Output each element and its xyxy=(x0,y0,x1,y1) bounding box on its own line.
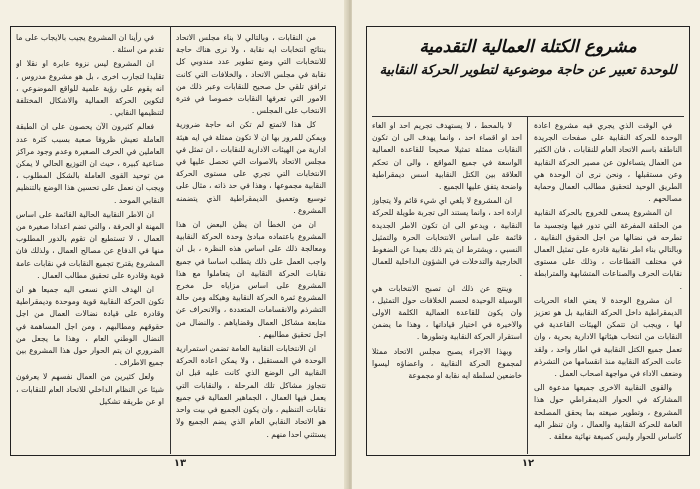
right-page-left-column xyxy=(372,120,522,450)
paragraph: ان الاطر النقابية الحالية القائمة على اساس المهنة او الحرفة ، والتي تضم اعدادا صغيرة من العمال ، لا تستطيع ان تقوم بالدور المطلوب منها في الدفاع عن مصالح العمال ، ولذلك فان المشروع يقترح تجميع النقابات في نقابات عامة قوية وقادرة على تحقيق مطالب العمال . xyxy=(16,209,164,280)
left-page xyxy=(0,0,348,489)
right-page xyxy=(352,0,700,489)
paragraph: ان مشروع الوحدة لا يعني الغاء الحريات الديمقراطية داخل الحركة النقابية بل هو تعزيز لها ، ويجب ان تتمكن الهيئات القاعدية في النقابات من انتخاب هيئاتها الادارية بحرية ، وان تعمل جميع الكتل النقابية في اطار واحد ، ولقد عانت الحركة النقابية منذ انقسامها من التشرذم وضعف الاداء في مواجهة اصحاب العمل . xyxy=(534,295,682,379)
paragraph: ان المشروع لا يلغي اي شيء قائم ولا يتجاوز ارادة احد ، وانما يستند الى تجربة طويلة للحركة النقابية ، ويدعو الى ان تكون الاطر الجديدة قائمة على اساس الانتخابات الحرة والتمثيل النسبي ، ويشترط ان يتم ذلك بعيدا عن الضغوط الخارجية والتدخلات في الشؤون الداخلية للعمال . xyxy=(372,196,522,279)
paragraph: ولعل كثيرين من العمال نفسهم لا يعرفون شيئا عن النظام الداخلي للاتحاد العام للنقابات ، او عن طريقة تشكيل xyxy=(16,372,164,406)
paragraph: ان الهدف الذي نسعى اليه جميعا هو ان تكون الحركة النقابية قوية وموحدة وديمقراطية وقادرة على قيادة نضالات العمال من اجل حقوقهم ومطالبهم ، ومن اجل المساهمة في النضال الوطني العام ، وهذا ما يجعل من الضروري ان يتم الحوار حول هذا المشروع بين جميع الاطراف . xyxy=(16,285,164,368)
right-page-right-column xyxy=(534,120,682,450)
paragraph: كل هذا لاتمتع لم تكن انه حاجة ضرورية ويمكن للمرور بها ان لا تكون ممثلة في ايه هيئة ادارية من الهيئات الادارية للنقابات ، ان تمثل في مجلس الاتحاد بالاصوات التي تحصل عليها في الانتخابات التي تجري على مستوى الحركة النقابية مجموعها ، وهذا في حد ذاته ، مثال على توسيع وتعميق الديمقراطية الذي يتضمنه المشروع . xyxy=(176,120,326,215)
paragraph: ان المشروع ليس نزوة عابرة او نقلا او تقليدا لتجارب اخرى ، بل هو مشروع مدروس ، انه يقوم على رؤية علمية للواقع الموضوعي ، لتكوين الحركة العمالية والاشكال المختلفة لتنظيمها النقابي . xyxy=(16,59,164,118)
article-title: مشروع الكتلة العمالية التقدمية xyxy=(419,37,637,57)
right-column-divider xyxy=(527,116,528,454)
page-number-left: ١٣ xyxy=(173,458,187,469)
page-number-right: ١٢ xyxy=(521,458,535,469)
paragraph: ان من الخطأ ان يظن البعض ان هذا المشروع باعتماده مبادئ وحدة الحركة النقابية ومعالجة ذلك على اساس هذه النظرة ، بل ان واجب العمل على ذلك يتطلب اساسا في جميع نقابات الحركة النقابية ان يتعاملوا مع هذا المشروع على اساس مزاياه حل مخرج المشروع ثمرة الحركة النقابية وهيكله ومن حالة التشرذم والانقسامات المتعددة ، والانحراف عن متابعة مشاكل العمال وقضاياهم . والنضال من اجل تحقيق مطالبهم . xyxy=(176,220,326,339)
paragraph: في الوقت الذي يجري فيه مشروع اعادة الوحدة للحركة النقابية على صفحات الجريدة الناطقة باسم الاتحاد العام للنقابات ، فان الكثير من العمال يتساءلون عن مصير الحركة النقابية وعن مستقبلها ، ونحن نرى ان الوحدة هي الطريق الوحيد لتحقيق مطالب العمال وحماية مصالحهم . xyxy=(534,121,682,204)
left-page-left-column xyxy=(16,32,164,450)
paragraph: في رأينا ان المشروع يجيب بالايجاب على ما تقدم من اسئلة . xyxy=(16,33,164,55)
paragraph: والقوى النقابية الاخرى جميعها مدعوة الى المشاركة في الحوار الديمقراطي حول هذا المشروع ، وتطوير صيغته بما يحقق المصلحة العامة للحركة النقابية والعمال ، وان تنظر اليه كاساس للحوار وليس كصيغة نهائية مغلقة . xyxy=(534,383,682,442)
paragraph: ان المشروع يسعى للخروج بالحركة النقابية من الحلقة المفرغة التي تدور فيها وتجسيد ما تطرحه في نضالها من اجل الحقوق النقابية ، وبالتالي بناء اطر نقابية قادرة على تمثيل العمال في مختلف القطاعات ، وذلك على مستوى نقابات الحرف والصناعات المتشابهة والمترابطة . xyxy=(534,208,682,291)
paragraph: من النقابات ، وبالتالي لا بناء مجلس الاتحاد بنتائج انتخابات ايه نقابة ، ولا نرى هناك حاجة للانتخابات التي وضع تطوير عدد مندوبي كل نقابة في مجلس الاتحاد ، والخلافات التي كانت ترافق تلقي حل صحيح للنقابات وعبر ذلك من الامور التي تعرفها النقابات خصوصا في فترة الانتخاب على المجلس . xyxy=(176,33,326,116)
paragraph: وبهذا الاجراء يصبح مجلس الاتحاد ممثلا لمجموع الحركة النقابية ، واعضاؤه ليسوا خاضعين لسلطة ايه نقابة او مجموعة xyxy=(372,346,522,381)
paragraph: ان الانتخابات النقابية العامة تضمن استمرارية الوحدة في المستقبل ، ولا يمكن اعادة الحركة النقابية الى الوضع الذي كانت عليه قبل ان نتجاوز مشاكل تلك المرحلة ، والنقابات التي يعمل فيها العمال ، الجماهير العمالية في جميع نقابات التنظيم ، وان يكون الجميع في بيت واحد هو الاتحاد النقابي العام الذي يضم الجميع ولا يستثني احدا منهم . xyxy=(176,344,326,439)
article-title-block xyxy=(372,30,684,114)
paragraph: وينتج عن ذلك ان تصبح الانتخابات هي الوسيلة الوحيدة لحسم الخلافات حول التمثيل ، وان يكون للقاعدة العمالية الكلمة الاولى والاخيرة في اختيار قياداتها ، وهذا ما يضمن استقرار الحركة النقابية وتطورها . xyxy=(372,283,522,342)
left-page-right-column xyxy=(176,32,326,450)
left-column-divider xyxy=(170,26,171,454)
paragraph: لا بالمحط ، لا يستهدف تجريم احد او الغاء احد او اقصاء احد ، وانما يهدف الى ان تكون النقابات ممثلة تمثيلا صحيحا للقاعدة العمالية الواسعة في جميع المواقع ، والى ان تحكم العلاقة بين الكتل النقابية اسس ديمقراطية واضحة يتفق عليها الجميع . xyxy=(372,121,522,192)
title-divider xyxy=(372,116,684,117)
article-subtitle: للوحدة تعبير عن حاجة موضوعية لتطوير الحركة النقابية xyxy=(379,63,677,78)
paragraph: فعالم كثيرون الآن يحصون على ان الطبقة العاملة تعيش ظروفا صعبة بسبب كثرة عدد العاملين في الحرف الصغيرة وعدم وجود مراكز صناعية كبيرة ، حيث ان التوزيع الحالي لا يمكن من توحيد القوى العاملة بالشكل المطلوب ، ويجب ان نعمل على تحسين هذا الوضع بالتنظيم النقابي الموحد . xyxy=(16,122,164,205)
